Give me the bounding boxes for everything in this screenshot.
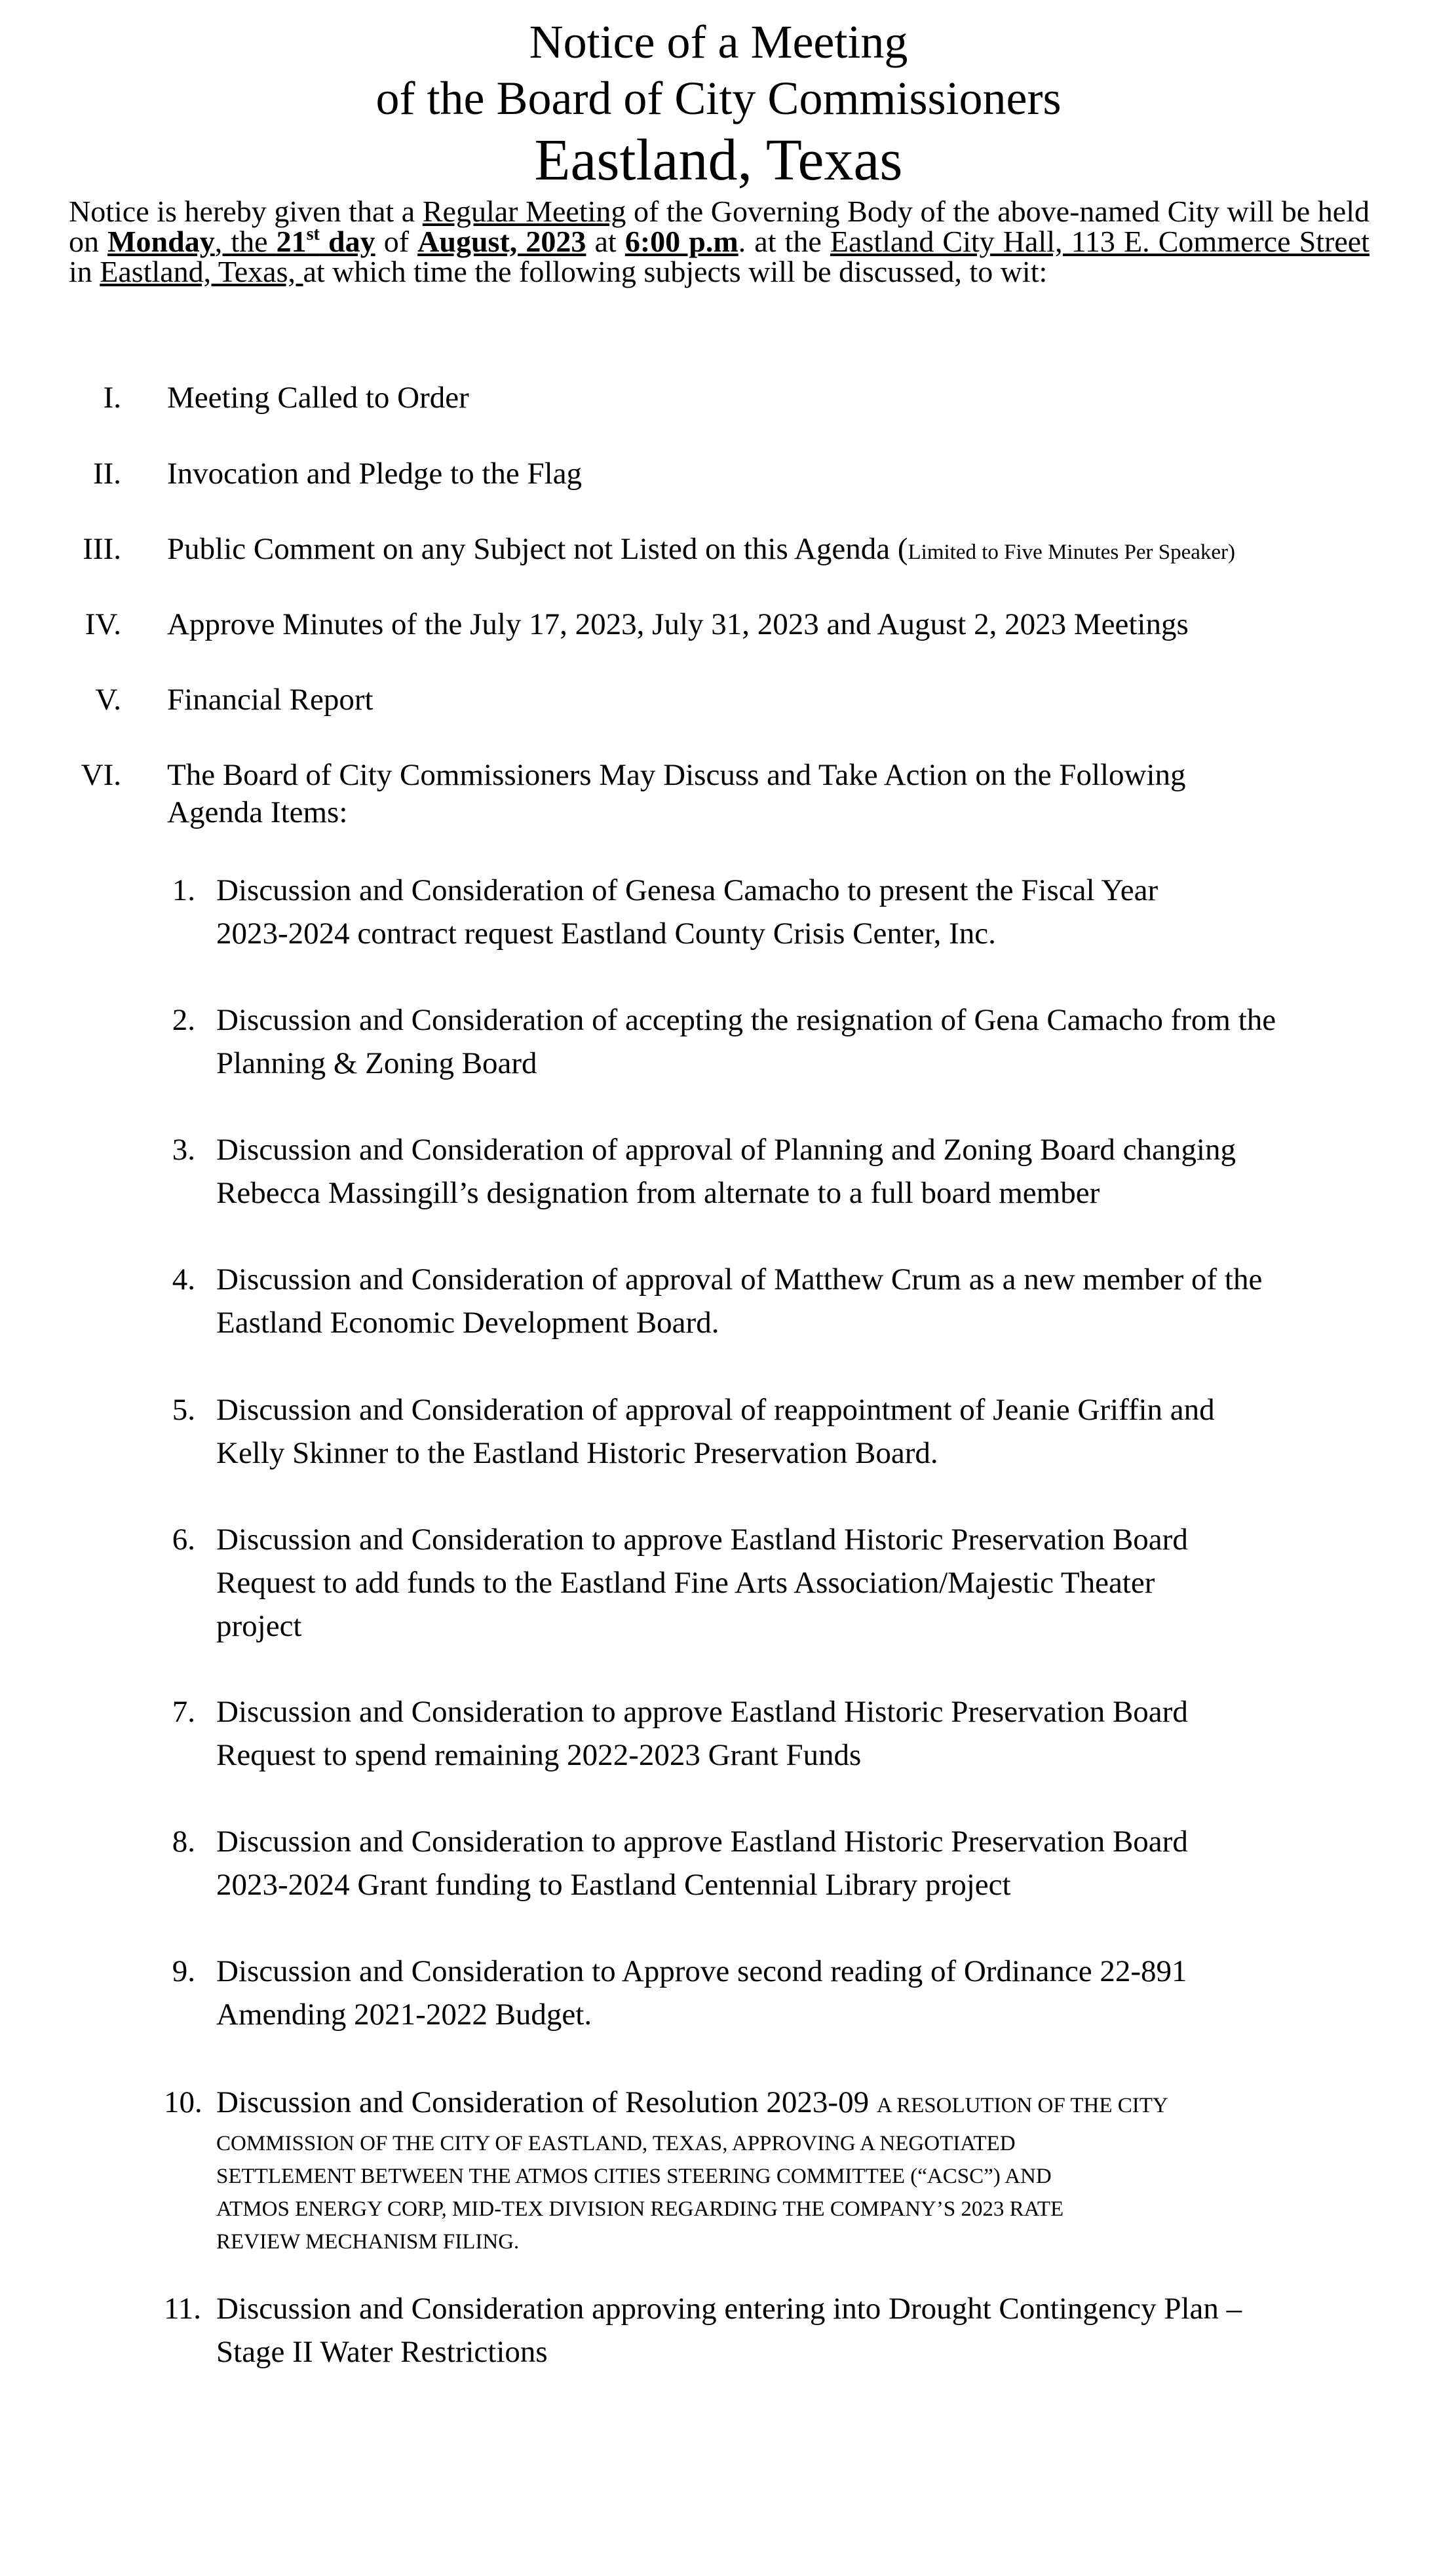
item-line: Kelly Skinner to the Eastland Historic Preservation Board. [216,1436,938,1470]
notice-subtitle: of the Board of City Commissioners [375,72,1062,124]
resolution-caps-line: COMMISSION OF THE CITY OF EASTLAND, TEXAS, APPROVING A NEGOTIATED [216,2132,1016,2155]
notice-text: of the Governing Body of the above-named City will be held on [69,195,1370,258]
notice-text: of [375,225,418,258]
item-text [216,2081,1370,2258]
section-number: II. [92,457,121,491]
meeting-location: Eastland City Hall, 113 E. Commerce Street [830,225,1370,258]
item-number: 2. [172,1003,195,1037]
item-line: Discussion and Consideration to approve Eastland Historic Preservation Board [216,1695,1188,1729]
notice-text: at which time the following subjects will be discussed, to wit: [303,255,1048,288]
item-text [216,998,1370,1085]
section-text [167,534,1235,568]
item-number: 7. [172,1695,195,1729]
section-text-note: Limited to Five Minutes Per Speaker) [908,540,1236,564]
item-line: 2023-2024 contract request Eastland County Crisis Center, Inc. [216,917,996,951]
resolution-caps-line: SETTLEMENT BETWEEN THE ATMOS CITIES STEERING COMMITTEE (“ACSC”) AND [216,2165,1052,2188]
item-number: 1. [172,873,195,907]
item-number: 4. [172,1262,195,1297]
item-text [216,2287,1370,2374]
item-line: Request to add funds to the Eastland Fine Arts Association/Majestic Theater [216,1566,1155,1600]
item-text [216,1258,1370,1344]
notice-title: Notice of a Meeting [529,16,908,68]
item-text [216,1518,1370,1648]
item-line: Discussion and Consideration of accepting the resignation of Gena Camacho from the [216,1003,1276,1037]
item-text [216,869,1370,955]
item-line: Discussion and Consideration to approve Eastland Historic Preservation Board [216,1523,1188,1557]
item-text [216,1820,1370,1906]
item-line: Discussion and Consideration of approval of Matthew Crum as a new member of the [216,1262,1263,1297]
section-number: V. [95,683,121,717]
notice-paragraph [69,197,1370,287]
item-number: 10. [164,2085,202,2119]
section-text: Meeting Called to Order [167,381,469,415]
item-number: 3. [172,1133,195,1167]
item-number: 8. [172,1825,195,1859]
section-number: IV. [85,607,121,641]
item-line: project [216,1609,302,1643]
section-number: VI. [81,758,121,792]
item-number: 9. [172,1954,195,1988]
notice-text: in [69,255,100,288]
section-text: The Board of City Commissioners May Discuss and Take Action on the Following [167,758,1186,792]
meeting-day-number: 21 [276,225,307,258]
item-line: Discussion and Consideration approving entering into Drought Contingency Plan – [216,2292,1242,2326]
section-text: Invocation and Pledge to the Flag [167,457,583,491]
item-line: Planning & Zoning Board [216,1046,537,1080]
meeting-day-name: Monday [107,225,215,258]
item-line: Discussion and Consideration to Approve second reading of Ordinance 22-891 [216,1954,1187,1988]
notice-text: Notice is hereby given that a [69,195,423,228]
resolution-caps-line: REVIEW MECHANISM FILING. [216,2230,520,2254]
day-word: day [319,225,375,258]
section-text-main: Public Comment on any Subject not Listed on this Agenda ( [167,532,908,566]
item-number: 6. [172,1523,195,1557]
meeting-month-year: August, 2023 [417,225,586,258]
section-text-continued: Agenda Items: [167,795,348,829]
item-text [216,1690,1370,1777]
section-text: Financial Report [167,683,374,717]
item-line: Rebecca Massingill’s designation from alternate to a full board member [216,1176,1100,1210]
section-text: Approve Minutes of the July 17, 2023, July 31, 2023 and August 2, 2023 Meetings [167,607,1189,641]
section-number: I. [103,381,121,415]
notice-text: at [586,225,625,258]
item-line: Stage II Water Restrictions [216,2335,548,2369]
item-line: Discussion and Consideration to approve Eastland Historic Preservation Board [216,1825,1188,1859]
item-line: 2023-2024 Grant funding to Eastland Centennial Library project [216,1868,1011,1902]
item-line: Request to spend remaining 2022-2023 Grant Funds [216,1738,862,1772]
resolution-caps-line: ATMOS ENERGY CORP, MID-TEX DIVISION REGARDING THE COMPANY’S 2023 RATE [216,2197,1064,2221]
day-suffix: st [306,224,320,244]
item-line: Discussion and Consideration of approval of Planning and Zoning Board changing [216,1133,1236,1167]
meeting-time: 6:00 p.m [624,225,738,258]
notice-text: . at the [738,225,830,258]
meeting-city: Eastland, Texas, [100,255,303,288]
item-line [216,2081,1370,2127]
item-text [216,1950,1370,2036]
notice-text: , the [214,225,277,258]
item-text [216,1128,1370,1215]
item-number: 11. [164,2292,202,2326]
item-number: 5. [172,1393,195,1427]
item-line: Eastland Economic Development Board. [216,1306,719,1340]
item-text [216,1388,1370,1475]
resolution-title: Discussion and Consideration of Resolution 2023-09 [216,2085,877,2119]
section-number: III. [83,532,121,566]
item-line: Amending 2021-2022 Budget. [216,1998,592,2032]
meeting-type: Regular Meeting [422,195,626,228]
city-title: Eastland, Texas [534,128,903,193]
item-line: Discussion and Consideration of Genesa Camacho to present the Fiscal Year [216,873,1159,907]
item-line: Discussion and Consideration of approval of reappointment of Jeanie Griffin and [216,1393,1215,1427]
resolution-caps-first: A RESOLUTION OF THE CITY [876,2094,1168,2117]
